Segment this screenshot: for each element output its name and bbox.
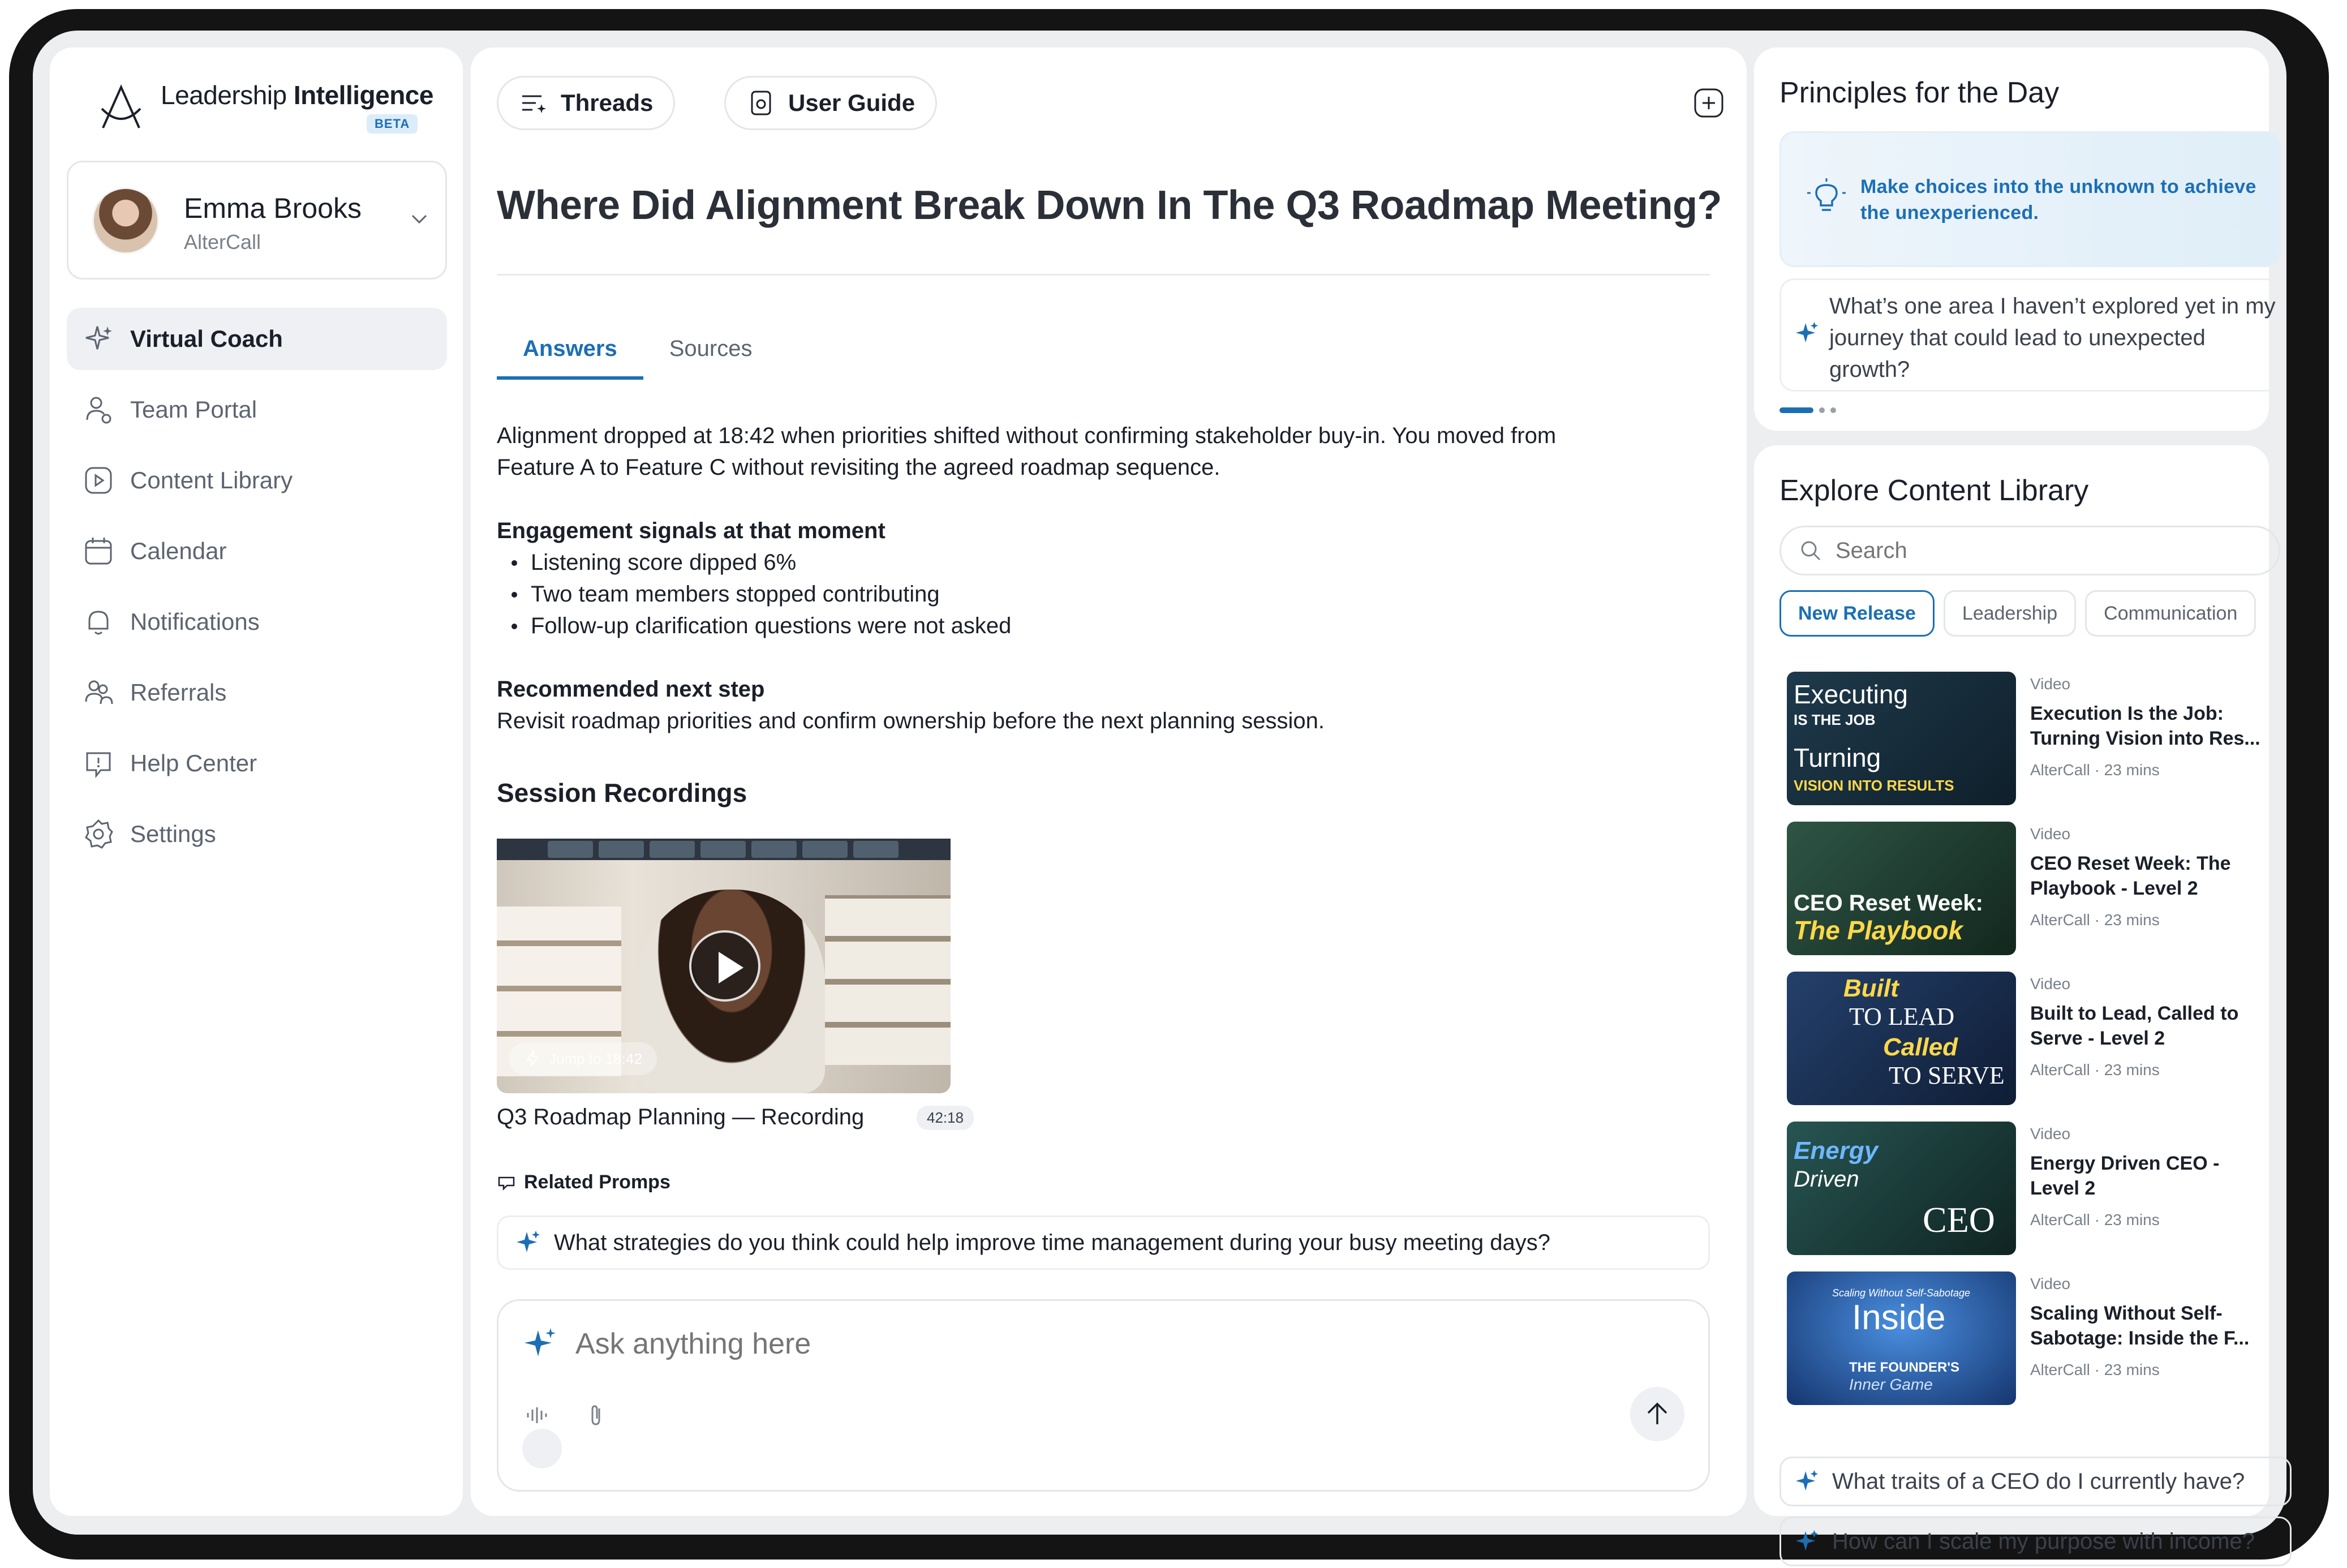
sidebar-item-team-portal[interactable] [67, 379, 447, 441]
sidebar-item-label: Virtual Coach [130, 325, 283, 352]
content-kind: Video [2030, 1125, 2071, 1142]
answer-intro-line: Alignment dropped at 18:42 when priorities shifted without confirming stakeholder buy-in. You moved from [497, 423, 1557, 448]
next-step-text: Revisit roadmap priorities and confirm ownership before the next planning session. [497, 708, 1325, 733]
sidebar-item-referrals[interactable] [67, 661, 447, 724]
content-meta [2030, 975, 2273, 1079]
suggested-prompt[interactable] [1779, 1457, 2292, 1506]
avatar [92, 187, 159, 254]
answer-body [497, 420, 1713, 737]
user-org: AlterCall [184, 230, 261, 254]
related-heading [497, 1171, 670, 1193]
carousel-dot[interactable] [1830, 407, 1836, 413]
sidebar-item-label: Content Library [130, 467, 293, 493]
jump-to-button[interactable] [509, 1042, 657, 1075]
signals-heading: Engagement signals at that moment [497, 518, 886, 543]
user-switcher[interactable] [67, 161, 447, 280]
waveform-icon[interactable] [523, 1403, 548, 1428]
answer-tabs [497, 336, 779, 380]
arrow-up-icon [1643, 1399, 1672, 1429]
suggested-prompt-text: What traits of a CEO do I currently have? [1832, 1468, 2245, 1494]
thumb-text: VISION INTO RESULTS [1794, 777, 1954, 794]
tab-answers[interactable]: Answers [497, 336, 643, 380]
main-panel [471, 48, 1747, 1516]
sparkle-icon [1795, 1529, 1820, 1554]
filter-chips [1779, 590, 2265, 637]
principle-prompt-text: What’s one area I haven’t explored yet in my journey that could lead to unexpected growth? [1829, 294, 2276, 382]
thumb-text: TO SERVE [1889, 1062, 2005, 1089]
content-kind: Video [2030, 675, 2071, 693]
principle-quote-text: Make choices into the unknown to achieve the unexperienced. [1860, 176, 2256, 224]
sparkle-icon [81, 322, 115, 356]
content-sub: AlterCall · 23 mins [2030, 1211, 2160, 1228]
list-item: Follow-up clarification questions were not asked [497, 610, 1713, 642]
video-background [825, 895, 951, 1065]
content-thumbnail [1787, 1122, 2016, 1255]
thumb-text: TO LEAD [1849, 1003, 1955, 1030]
page-title: Where Did Alignment Break Down In The Q3 Roadmap Meeting? [497, 183, 1722, 228]
content-thumbnail [1787, 972, 2016, 1105]
content-card[interactable] [1787, 972, 2273, 1122]
sidebar-item-settings[interactable] [67, 803, 447, 865]
content-meta [2030, 1275, 2273, 1379]
lightbulb-icon [1806, 177, 1847, 218]
sidebar-item-notifications[interactable] [67, 591, 447, 653]
thumb-text: Called [1883, 1033, 1958, 1061]
content-thumbnail [1787, 822, 2016, 955]
content-list [1787, 672, 2273, 1421]
principle-prompt[interactable] [1779, 278, 2280, 392]
list-item: Two team members stopped contributing [497, 578, 1713, 610]
sidebar-item-label: Settings [130, 820, 216, 847]
sidebar-nav [67, 308, 447, 874]
principle-quote [1779, 131, 2280, 267]
thumb-text: Turning [1794, 743, 1881, 772]
bell-icon [81, 605, 115, 639]
related-prompt[interactable] [497, 1215, 1710, 1270]
sparkle-icon [1795, 321, 1820, 346]
prompts-icon [497, 1173, 516, 1192]
ask-input[interactable] [575, 1327, 1424, 1361]
carousel-dot[interactable] [1819, 407, 1825, 413]
content-card[interactable] [1787, 1122, 2273, 1271]
user-guide-label: User Guide [788, 89, 915, 116]
content-thumbnail [1787, 1271, 2016, 1405]
help-icon [81, 746, 115, 780]
participant-strip [497, 839, 951, 860]
sidebar-item-virtual-coach[interactable] [67, 308, 447, 370]
thumb-text: CEO [1923, 1200, 1995, 1240]
thumb-text: CEO Reset Week: [1794, 891, 1983, 916]
beta-badge: BETA [367, 114, 418, 134]
sidebar-item-label: Team Portal [130, 396, 257, 423]
carousel-dot-active[interactable] [1779, 407, 1813, 413]
content-title: Built to Lead, Called to Serve - Level 2 [2030, 1003, 2239, 1049]
sidebar-item-content-library[interactable] [67, 449, 447, 512]
content-meta [2030, 675, 2273, 779]
threads-button[interactable] [497, 76, 675, 130]
content-meta [2030, 1125, 2273, 1229]
app-screen [33, 31, 2286, 1554]
thumb-text: Energy [1794, 1137, 1879, 1165]
content-kind: Video [2030, 1275, 2071, 1292]
content-sub: AlterCall · 23 mins [2030, 1061, 2160, 1079]
paperclip-icon[interactable] [583, 1403, 608, 1428]
thumb-text: The Playbook [1794, 916, 1963, 945]
search-input[interactable] [1836, 538, 2232, 564]
jump-label: Jump to 18:42 [549, 1050, 642, 1067]
sparkle-icon [523, 1327, 557, 1361]
sidebar-item-calendar[interactable] [67, 520, 447, 582]
threads-label: Threads [561, 89, 654, 116]
content-sub: AlterCall · 23 mins [2030, 911, 2160, 929]
search-icon [1798, 538, 1823, 563]
voice-button[interactable] [522, 1429, 562, 1468]
sidebar-item-label: Calendar [130, 538, 227, 564]
gear-icon [81, 817, 115, 851]
calendar-icon [81, 534, 115, 568]
chevron-down-icon [408, 208, 431, 230]
related-title: Related Promps [524, 1171, 670, 1193]
video-player[interactable] [497, 839, 951, 1093]
thumb-text: Inner Game [1849, 1376, 1933, 1393]
sidebar-item-label: Notifications [130, 608, 260, 635]
content-card[interactable] [1787, 822, 2273, 972]
principles-title: Principles for the Day [1779, 76, 2060, 109]
sidebar-item-label: Referrals [130, 679, 227, 706]
brand-name: Leadership Intelligence [161, 80, 433, 110]
sparkle-icon [515, 1230, 541, 1256]
video-title: Q3 Roadmap Planning — Recording [497, 1105, 865, 1129]
user-name: Emma Brooks [184, 192, 362, 224]
sidebar-item-label: Help Center [130, 750, 257, 776]
thumb-text: IS THE JOB [1794, 711, 1876, 728]
tab-sources[interactable]: Sources [669, 336, 753, 361]
content-title: CEO Reset Week: The Playbook - Level 2 [2030, 853, 2231, 899]
referrals-icon [81, 676, 115, 710]
signals-list [497, 547, 1713, 642]
content-meta [2030, 825, 2273, 929]
content-thumbnail [1787, 672, 2016, 805]
chip-communication[interactable]: Communication [2085, 590, 2256, 637]
principles-panel [1754, 48, 2276, 431]
send-button[interactable] [1630, 1387, 1684, 1441]
play-button[interactable] [689, 930, 760, 1002]
content-title: Scaling Without Self-Sabotage: Inside the F... [2030, 1303, 2250, 1349]
threads-icon [519, 88, 548, 118]
content-card[interactable] [1787, 1271, 2273, 1421]
thumb-text: Scaling Without Self-Sabotage [1832, 1287, 1970, 1299]
sidebar [50, 48, 463, 1516]
logo-mark-icon [94, 79, 148, 134]
recordings-heading: Session Recordings [497, 778, 747, 807]
chip-new-release[interactable]: New Release [1779, 590, 1935, 637]
explore-panel [1754, 445, 2269, 1554]
play-circle-icon [81, 463, 115, 497]
thumb-text: THE FOUNDER'S [1849, 1360, 1960, 1375]
content-title: Energy Driven CEO - Level 2 [2030, 1153, 2220, 1199]
content-sub: AlterCall · 23 mins [2030, 1361, 2160, 1378]
related-prompt-text: What strategies do you think could help improve time management during your busy meeting days? [554, 1230, 1550, 1255]
carousel-dots[interactable] [1779, 407, 1836, 413]
next-step-heading: Recommended next step [497, 677, 765, 702]
thumb-text: Executing [1794, 680, 1908, 709]
thumb-text: Built [1843, 974, 1899, 1002]
sidebar-item-help-center[interactable] [67, 732, 447, 794]
suggested-prompt[interactable] [1779, 1517, 2292, 1566]
ask-box [497, 1299, 1710, 1492]
explore-title: Explore Content Library [1779, 474, 2089, 507]
list-item: Listening score dipped 6% [497, 547, 1713, 578]
team-icon [81, 393, 115, 427]
sparkle-icon [1795, 1469, 1820, 1494]
content-card[interactable] [1787, 672, 2273, 822]
chip-leadership[interactable]: Leadership [1944, 590, 2076, 637]
content-kind: Video [2030, 825, 2071, 843]
answer-intro-line: Feature A to Feature C without revisiting the agreed roadmap sequence. [497, 455, 1220, 480]
document-icon [746, 88, 776, 118]
thumb-text: Inside [1852, 1298, 1946, 1337]
content-title: Execution Is the Job: Turning Vision into Res... [2030, 703, 2260, 749]
thumb-text: Driven [1794, 1167, 1859, 1192]
library-search[interactable] [1779, 526, 2280, 575]
suggested-prompt-text: How can I scale my purpose with income? [1832, 1528, 2255, 1554]
user-guide-button[interactable] [724, 76, 937, 130]
video-duration: 42:18 [917, 1106, 974, 1130]
content-kind: Video [2030, 975, 2071, 993]
content-sub: AlterCall · 23 mins [2030, 761, 2160, 779]
divider [497, 274, 1710, 276]
lightning-icon [524, 1050, 541, 1067]
new-thread-icon[interactable] [1693, 87, 1725, 119]
